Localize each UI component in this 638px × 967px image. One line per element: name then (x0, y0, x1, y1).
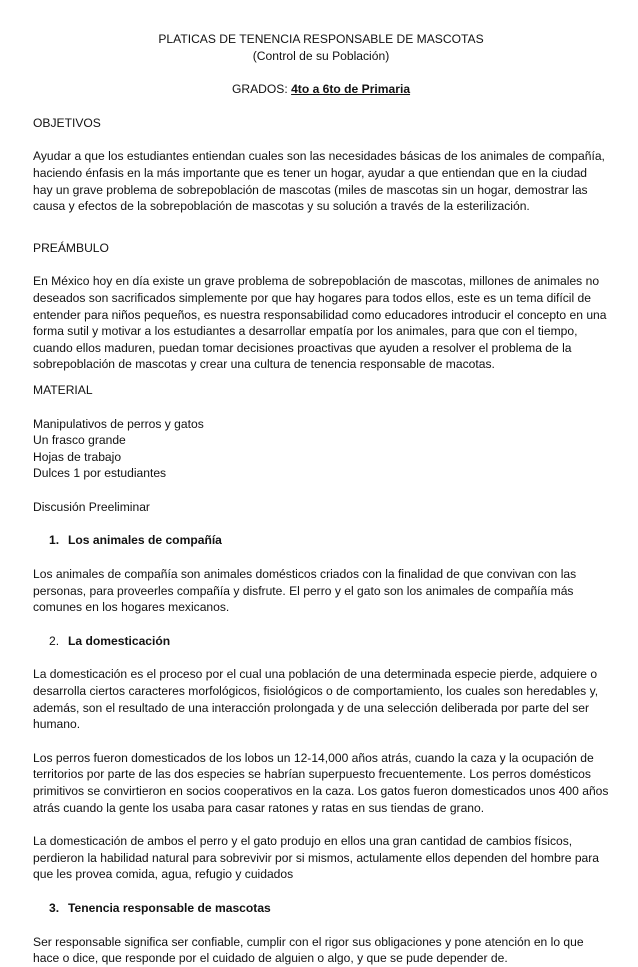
preambulo-text: En México hoy en día existe un grave problema de sobrepoblación de mascotas, millones de animales no deseados son sacrificados simplemente por que hay hogares para todos ellos, este es un tema difícil de entender para niños pequeños, es nuestra responsabilidad como educadores introducir el concepto en una forma sutil y motivar a los estudiantes a desarrollar empatía por los animales, para que con el tiempo, cuando ellos maduren, puedan tomar decisiones proactivas que ayuden a resolver el problema de la sobrepoblación de mascotas y crear una cultura de tenencia responsable de macotas. (33, 274, 607, 372)
section-title: Los animales de compañía (68, 533, 222, 548)
section-1-paragraph: Los animales de compañía son animales domésticos criados con la finalidad de que convivan con las personas, para proveerles compañía y disfrute. El perro y el gato son los animales de compañía más comunes en los hogares mexicanos. (33, 567, 577, 615)
section-number: 2. (49, 633, 60, 648)
document-subtitle: (Control de su Población) (252, 48, 390, 63)
grade-label: GRADOS: (231, 82, 292, 97)
discusion-heading: Discusión Preeliminar (33, 499, 150, 514)
preambulo-heading: PREÁMBULO (33, 240, 109, 255)
section-number: 1. (49, 533, 60, 548)
section-number: 3. (49, 900, 60, 915)
list-item: Un frasco grande (33, 433, 126, 448)
section-3-paragraph: Ser responsable significa ser confiable, cumplir con el rigor sus obligaciones y pone atención en lo que hace o dice, que responde por el cuidado de alguien o algo, y que se pude depender de. (33, 934, 584, 966)
section-2-paragraph-2: Los perros fueron domesticados de los lobos un 12-14,000 años atrás, cuando la caza y la ocupación de territorios por parte de las dos especies se habrían superpuesto frecuentemente. Los perros domésticos primitivos se convirtieron en socios cooperativos en la caza. Los gatos fueron domesticados unos 400 años atrás cuando la gente los usaba para casar ratones y ratas en sus tiendas de grano. (33, 750, 609, 815)
list-item: Dulces 1 por estudiantes (33, 466, 167, 481)
material-heading: MATERIAL (33, 382, 93, 397)
document-page (33, 31, 609, 967)
objetivos-heading: OBJETIVOS (33, 115, 101, 130)
list-item: Hojas de trabajo (33, 449, 122, 464)
section-2-paragraph-3: La domesticación de ambos el perro y el gato produjo en ellos una gran cantidad de cambios físicos, perdieron la habilidad natural para sobrevivir por si mismos, actulamente ellos dependen del hombre para que les provea comida, agua, refugio y cuidados (33, 834, 600, 882)
list-item: Manipulativos de perros y gatos (33, 416, 204, 431)
grade-line (33, 81, 609, 98)
document-title: PLATICAS DE TENENCIA RESPONSABLE DE MASCOTAS (158, 32, 484, 46)
section-3-heading (49, 900, 609, 917)
section-2-heading (49, 633, 609, 650)
section-2-paragraph-1: La domesticación es el proceso por el cual una población de una determinada especie pierde, adquiere o desarrolla ciertos caracteres morfológicos, fisiológicos o de comportamiento, los cuales son heredables y, además, son el resultado de una interacción prolongada y de una selección deliberada por parte del ser humano. (33, 667, 599, 732)
section-title: La domesticación (68, 633, 171, 648)
material-list (33, 416, 609, 482)
grade-value: 4to a 6to de Primaria (291, 82, 411, 97)
section-title: Tenencia responsable de mascotas (68, 900, 271, 915)
section-1-heading (49, 532, 609, 549)
objetivos-text: Ayudar a que los estudiantes entiendan cuales son las necesidades básicas de los animales de compañía, haciendo énfasis en la más importante que es tener un hogar, ayudar a que entiendan que en la ciudad hay un grave problema de sobrepoblación de mascotas (miles de mascotas sin un hogar, demostrar las causa y efectos de la sobrepoblación de mascotas y su solución a través de la esterilización. (33, 149, 605, 214)
